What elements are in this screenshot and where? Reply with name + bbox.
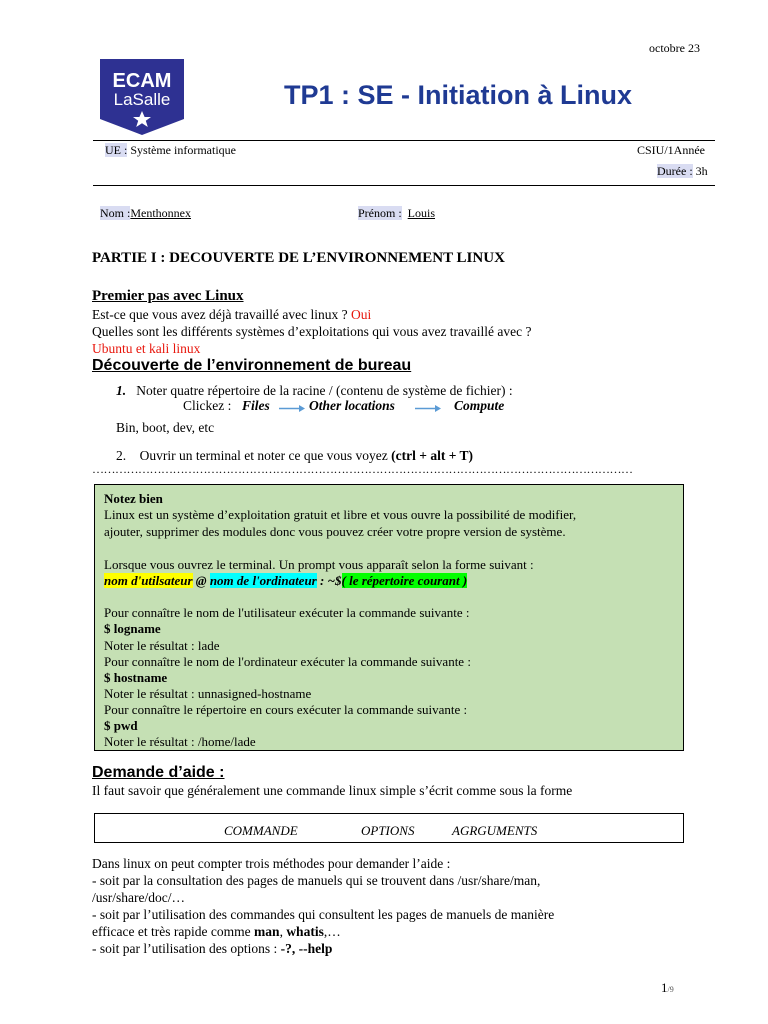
aide-line-5-sep: ,: [279, 924, 287, 939]
question-1: [92, 307, 371, 323]
hostname-result: Noter le résultat : unnasigned-hostname: [104, 686, 312, 701]
cmd-man: man: [254, 924, 280, 939]
ecam-lasalle-logo: [100, 59, 184, 135]
syntax-commande: COMMANDE: [224, 823, 298, 838]
logname-desc: Pour connaître le nom de l'utilisateur exécuter la commande suivante :: [104, 605, 470, 620]
item-2-number: 2.: [116, 448, 127, 463]
logname-result: Noter le résultat : lade: [104, 638, 220, 653]
item-1: [116, 383, 513, 399]
note-p1-line1: Linux est un système d’exploitation gratuit et libre et vous ouvre la possibilité de modifier,: [104, 507, 577, 522]
aide-line-6: [92, 941, 332, 957]
class-value: CSIU/1Année: [637, 143, 705, 157]
decouverte-heading: Découverte de l’environnement de bureau: [92, 357, 412, 374]
prompt-user: nom d'utilsateur: [104, 573, 193, 588]
prompt-dir: ( le répertoire courant ): [341, 573, 468, 588]
note-p1-line2: ajouter, supprimer des modules donc vous pouvez créer votre propre version de système.: [104, 524, 566, 539]
click-files: Files: [242, 398, 270, 413]
item-2-shortcut: (ctrl + alt + T): [391, 448, 474, 463]
duree-label: Durée :: [657, 164, 693, 178]
click-other-locations: Other locations: [309, 398, 395, 413]
click-prefix: Clickez :: [183, 398, 232, 413]
pwd-desc: Pour connaître le répertoire en cours exécuter la commande suivante :: [104, 702, 468, 717]
aide-line-5-text: efficace et très rapide comme: [92, 924, 255, 939]
arrow-right-icon: [279, 404, 305, 413]
aide-line-1: Dans linux on peut compter trois méthodes pour demander l’aide :: [92, 856, 451, 871]
answer-1: Oui: [351, 307, 372, 322]
duree-row: [657, 164, 708, 179]
page-title: TP1 : SE - Initiation à Linux: [284, 80, 633, 110]
duree-value: 3h: [692, 164, 708, 178]
divider-bottom: [93, 185, 715, 186]
note-title: Notez bien: [104, 491, 163, 506]
note-p2-line1: Lorsque vous ouvrez le terminal. Un prompt vous apparaît selon la forme suivant :: [104, 557, 534, 572]
prompt-host: nom de l'ordinateur: [209, 573, 317, 588]
ue-value: Système informatique: [127, 143, 236, 157]
question-2: Quelles sont les différents systèmes d’exploitations qui vous avez travaillé avec ?: [92, 324, 532, 339]
answer-2: Ubuntu et kali linux: [92, 341, 201, 356]
prompt-at: @: [192, 573, 210, 588]
premier-heading: Premier pas avec Linux: [92, 288, 244, 304]
click-compute: Compute: [454, 398, 505, 413]
aide-line-4: - soit par l’utilisation des commandes qui consultent les pages de manuels de manière: [92, 907, 555, 922]
aide-line-5: [92, 924, 341, 940]
hostname-cmd: $ hostname: [104, 670, 168, 685]
cmd-whatis: whatis: [286, 924, 324, 939]
hostname-desc: Pour connaître le nom de l'ordinateur exécuter la commande suivante :: [104, 654, 471, 669]
help-options: -?, --help: [280, 941, 333, 956]
page-number: [661, 980, 674, 996]
prenom-row: [358, 206, 435, 221]
item-1-text: Noter quatre répertoire de la racine / (contenu de système de fichier) :: [136, 383, 513, 398]
date: octobre 23: [649, 41, 700, 55]
ue-row: [105, 143, 236, 158]
aide-line-5-end: ,…: [323, 924, 341, 939]
prompt-format: [104, 573, 467, 589]
nom-row: [100, 206, 191, 221]
page-total: /9: [667, 985, 674, 994]
pwd-cmd: $ pwd: [104, 718, 138, 733]
syntax-arguments: AGRGUMENTS: [452, 823, 538, 838]
item-2-text: Ouvrir un terminal et noter ce que vous voyez: [139, 448, 392, 463]
prompt-sep: : ~$: [316, 573, 342, 588]
note-box: [94, 484, 684, 751]
prenom-label: Prénom :: [358, 206, 402, 220]
logo-line2: LaSalle: [113, 90, 171, 109]
question-1-text: Est-ce que vous avez déjà travaillé avec linux ?: [92, 307, 352, 322]
page-current: 1: [661, 980, 668, 995]
partie-heading: PARTIE I : DECOUVERTE DE L’ENVIRONNEMENT LINUX: [92, 250, 505, 266]
item-1-number: 1.: [116, 383, 127, 398]
aide-heading: Demande d’aide :: [92, 764, 225, 781]
aide-line-3: /usr/share/doc/…: [92, 890, 185, 905]
syntax-options: OPTIONS: [361, 823, 415, 838]
logo-line1: ECAM: [112, 70, 172, 92]
prenom-value: Louis: [407, 206, 436, 220]
nom-label: Nom :: [100, 206, 131, 220]
nom-value: Menthonnex: [130, 206, 191, 220]
arrow-right-icon: [415, 404, 441, 413]
dotted-line: ……………………………………………………………………………………………………………………………: [92, 462, 633, 476]
command-syntax-box: [94, 813, 684, 843]
ue-label: UE :: [105, 143, 128, 157]
divider-top: [93, 140, 715, 141]
aide-line-6-text: - soit par l’utilisation des options :: [92, 941, 281, 956]
logname-cmd: $ logname: [104, 621, 161, 636]
answer-root-dirs: Bin, boot, dev, etc: [116, 420, 215, 435]
aide-line-2: - soit par la consultation des pages de manuels qui se trouvent dans /usr/share/man,: [92, 873, 541, 888]
click-path: [183, 398, 231, 414]
pwd-result: Noter le résultat : /home/lade: [104, 734, 256, 749]
aide-intro: Il faut savoir que généralement une commande linux simple s’écrit comme sous la forme: [92, 783, 573, 798]
